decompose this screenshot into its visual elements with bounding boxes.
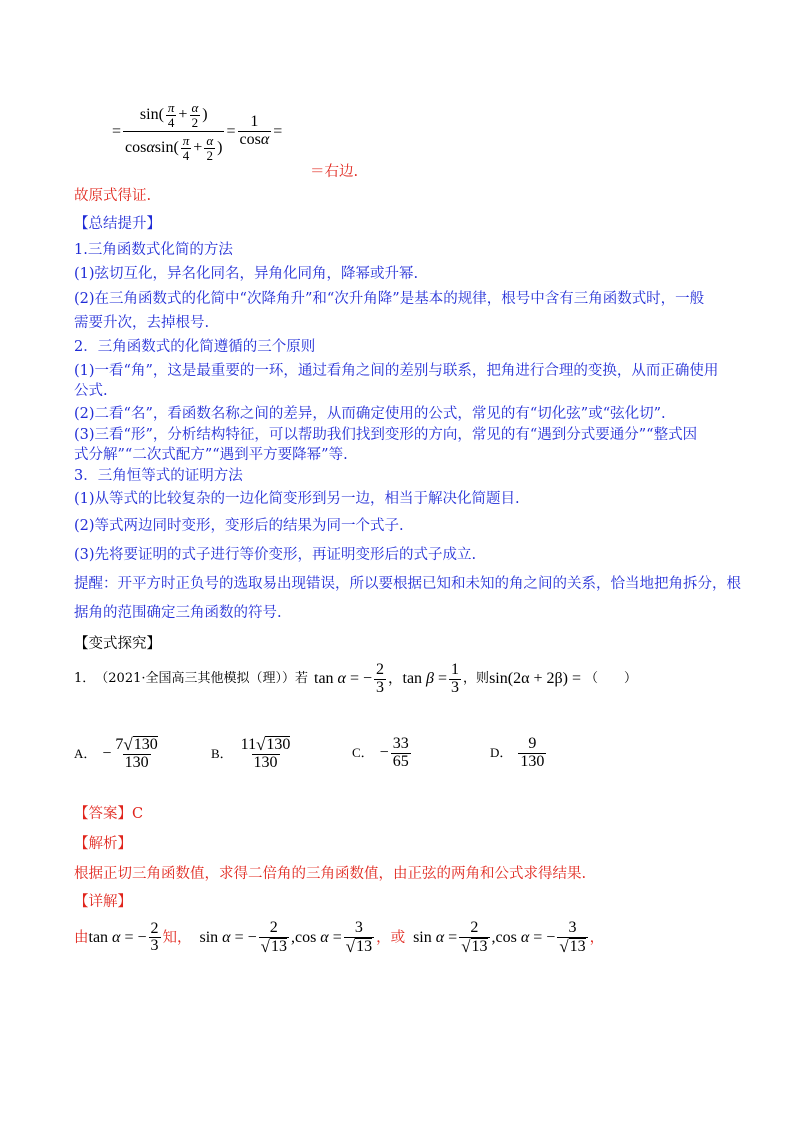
equals-sign: = <box>438 670 448 688</box>
target-expression: sin(2α + 2β) = <box>489 670 581 688</box>
summary-line: (2)二看“名”，看函数名称之间的差异，从而确定使用的公式，常见的有“切化弦”或“弦化切”. <box>74 406 666 422</box>
three: 3 <box>568 919 577 936</box>
end-comma: ， <box>589 929 605 946</box>
summary-line: (1)从等式的比较复杂的一边化简变形到另一边，相当于解决化简题目. <box>74 491 520 507</box>
two-over-sqrt13 <box>259 920 289 956</box>
numerator: 9 <box>528 735 537 752</box>
equals-minus: = − <box>533 928 556 946</box>
radicand: 13 <box>569 937 586 955</box>
denominator: 130 <box>124 753 149 771</box>
three: 3 <box>150 937 159 955</box>
cos: cos <box>495 928 517 946</box>
equals-minus: = − <box>349 670 372 688</box>
sin: sin <box>413 928 432 946</box>
close-paren: ) <box>217 139 223 157</box>
plus: + <box>178 105 188 123</box>
alpha-over-2 <box>204 134 215 162</box>
sqrt-icon: √ <box>256 735 266 754</box>
summary-header: 【总结提升】 <box>74 216 161 232</box>
question-1 <box>74 662 637 697</box>
den-cos: cos <box>125 139 147 157</box>
then-text: ，则 <box>463 671 490 687</box>
equals-sign: = <box>332 928 342 946</box>
two-thirds <box>149 921 161 956</box>
tip-line: 提醒：开平方时正负号的选取易出现错误，所以要根据已知和未知的角之间的关系，恰当地把角拆分，根 <box>74 576 741 592</box>
alpha: α <box>206 133 214 149</box>
equals-sign: = <box>112 122 122 140</box>
summary-line: 式分解”“二次式配方”“遇到平方要降幂”等. <box>74 447 348 463</box>
answer-blank: （ ） <box>584 671 637 687</box>
option-label: C． <box>352 745 374 761</box>
alpha: α <box>320 928 329 946</box>
alpha: α <box>112 928 121 946</box>
summary-line: (2)在三角函数式的化简中“次降角升”和“次升角降”是基本的规律，根号中含有三角函数式时，一般 <box>74 291 705 307</box>
two-thirds <box>374 662 386 697</box>
summary-line: (3)三看“形”，分析结构特征，可以帮助我们找到变形的方向，常见的有“遇到分式要通分”“整式因 <box>74 427 698 443</box>
tip-line: 据角的范围确定三角函数的符号. <box>74 605 282 621</box>
detail-label: 【详解】 <box>74 894 132 910</box>
radicand: 130 <box>266 736 291 754</box>
two: 2 <box>206 147 213 163</box>
four: 4 <box>167 114 175 130</box>
two: 2 <box>191 114 199 130</box>
equals-sign: = <box>448 928 458 946</box>
option-d[interactable] <box>490 736 548 771</box>
analysis-label: 【解析】 <box>74 836 132 852</box>
radicand: 13 <box>356 937 373 955</box>
question-source: （2021·全国高三其他模拟（理））若 <box>95 671 308 687</box>
two: 2 <box>150 919 159 937</box>
summary-line: 需要升次，去掉根号. <box>74 315 210 331</box>
sin: sin <box>199 928 219 946</box>
one: 1 <box>451 661 460 678</box>
den-sin: sin( <box>154 139 179 157</box>
radicand: 130 <box>133 736 158 754</box>
zhi-text: 知， <box>162 929 192 946</box>
one-third <box>449 662 461 697</box>
pi: π <box>167 100 175 115</box>
alpha: α <box>222 928 231 946</box>
two: 2 <box>269 919 278 936</box>
radicand: 13 <box>270 937 287 955</box>
radicand: 13 <box>471 937 488 955</box>
option-label: A． <box>74 745 97 761</box>
comma: ， <box>388 671 403 688</box>
option-label: B． <box>211 745 233 761</box>
sqrt-icon: √ <box>559 936 569 956</box>
denominator: 130 <box>253 753 278 771</box>
case-1: sin α = − 2 √ 13 , cos α = 3 √ 13 <box>199 919 373 956</box>
alpha: α <box>260 131 270 149</box>
equals-sign: = <box>226 122 236 140</box>
equals-sign: = <box>273 122 283 140</box>
one-over-cos <box>238 114 272 149</box>
tan-alpha-given <box>314 662 388 697</box>
two-over-sqrt13 <box>459 920 489 956</box>
three-over-sqrt13 <box>344 920 374 956</box>
minus-sign: − <box>102 744 112 762</box>
option-label: D． <box>490 745 513 761</box>
three: 3 <box>376 678 384 696</box>
minus-sign: − <box>379 744 389 762</box>
option-c[interactable] <box>352 736 413 771</box>
denominator: 130 <box>520 752 545 770</box>
summary-line: 公式. <box>74 383 108 399</box>
beta: β <box>426 670 435 688</box>
tan-alpha-value <box>89 921 163 956</box>
alpha: α <box>191 100 199 115</box>
two: 2 <box>470 919 479 936</box>
sqrt-icon: √ <box>461 936 471 956</box>
summary-line: 1.三角函数式化简的方法 <box>74 242 233 258</box>
three: 3 <box>451 678 460 696</box>
sqrt-icon: √ <box>123 735 133 754</box>
tan: tan <box>402 670 423 688</box>
answer-row <box>74 804 143 824</box>
answer-value: C <box>132 806 144 822</box>
option-a[interactable] <box>74 736 162 772</box>
option-fraction <box>391 736 411 771</box>
equals-minus: = − <box>124 928 147 946</box>
three: 3 <box>354 919 363 936</box>
tan: tan <box>88 928 109 946</box>
summary-line: 3．三角恒等式的证明方法 <box>74 468 243 484</box>
alpha: α <box>435 928 445 946</box>
option-fraction <box>113 736 159 772</box>
cos: cos <box>239 131 261 149</box>
pi-over-4 <box>181 134 192 162</box>
right-side-text: ＝右边. <box>310 164 359 180</box>
summary-line: (1)弦切互化，异名化同名，异角化同角，降幂或升幂. <box>74 266 419 282</box>
cos: cos <box>294 928 317 946</box>
alpha-over-2 <box>189 101 200 129</box>
one: 1 <box>250 113 259 131</box>
main-fraction <box>123 101 224 163</box>
four: 4 <box>182 147 190 163</box>
denominator: 65 <box>392 752 409 770</box>
answer-label: 【答案】 <box>74 806 132 822</box>
case-2: sin α = 2 √ 13 , cos α = − 3 √ 13 <box>413 919 586 956</box>
numerator: 33 <box>392 735 409 752</box>
option-fraction <box>518 736 546 771</box>
equation-top <box>112 101 282 163</box>
pi: π <box>182 133 190 149</box>
plus: + <box>193 139 203 157</box>
num-sin: sin( <box>139 105 164 123</box>
summary-line: (3)先将要证明的式子进行等价变形，再证明变形后的式子成立. <box>74 547 477 563</box>
coefficient: 11 <box>240 735 257 753</box>
sqrt-icon: √ <box>345 936 356 956</box>
option-fraction <box>239 736 293 772</box>
proof-done: 故原式得证. <box>74 188 152 204</box>
pi-over-4 <box>166 101 177 129</box>
three-over-sqrt13 <box>557 920 587 956</box>
coefficient: 7 <box>115 735 124 753</box>
summary-line: (2)等式两边同时变形，变形后的结果为同一个式子. <box>74 518 404 534</box>
you-text: 由 <box>74 929 89 946</box>
analysis-text: 根据正切三角函数值，求得二倍角的三角函数值，由正弦的两角和公式求得结果. <box>74 866 587 882</box>
option-b[interactable] <box>211 736 294 772</box>
detail-equation <box>74 920 604 956</box>
summary-line: 2．三角函数式的化简遵循的三个原则 <box>74 339 316 355</box>
equals-minus: = − <box>234 928 257 946</box>
question-number: 1． <box>74 671 96 687</box>
two: 2 <box>376 661 384 678</box>
tan: tan <box>314 670 334 688</box>
alpha: α <box>520 928 530 946</box>
alpha: α <box>146 139 155 157</box>
alpha: α <box>337 670 346 688</box>
variant-header: 【变式探究】 <box>74 636 161 652</box>
sqrt-icon: √ <box>260 936 270 956</box>
huo-text: ，或 <box>376 929 406 946</box>
summary-line: (1)一看“角”，这是最重要的一环，通过看角之间的差别与联系，把角进行合理的变换，从而正确使用 <box>74 363 719 379</box>
tan-beta-given <box>403 662 464 697</box>
close-paren: ) <box>202 105 208 123</box>
